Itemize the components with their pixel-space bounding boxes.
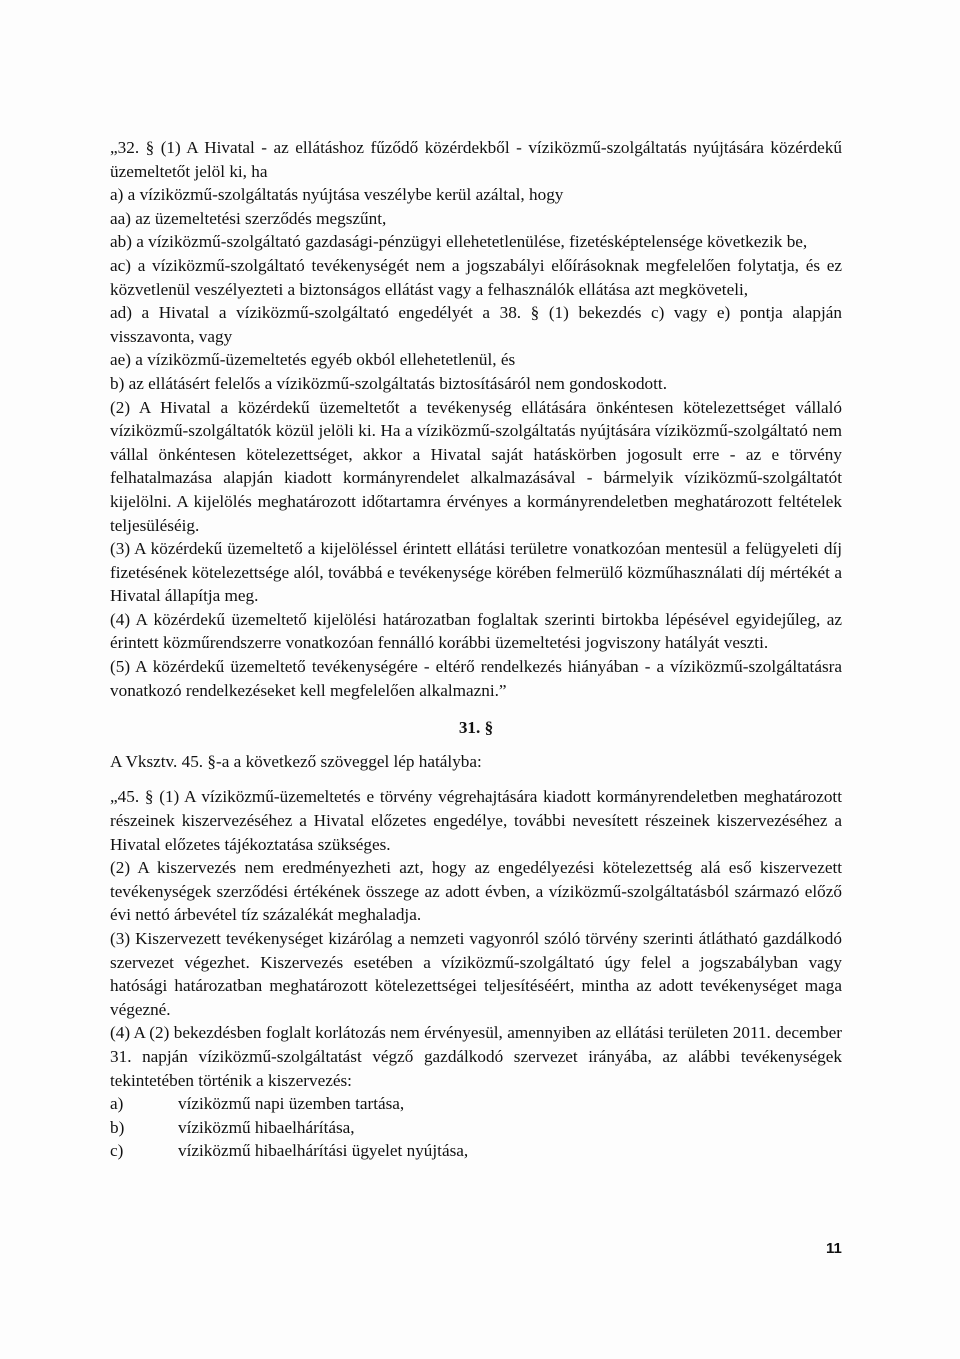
paragraph: (4) A (2) bekezdésben foglalt korlátozás nem érvényesül, amennyiben az ellátási területen 2011. december 31. napján víziközmű-szolgáltatást végző gazdálkodó szervezet irányába, az alábbi tevékenységek tekintetében történik a kiszervezés: bbox=[110, 1023, 842, 1090]
paragraph: (2) A kiszervezés nem eredményezheti azt, hogy az engedélyezési kötelezettség alá eső kiszervezett tevékenységek szerződési értékének összege az adott évben, a víziközmű-szolgáltatásból származó előző évi nettó árbevétel tíz százalékát meghaladja. bbox=[110, 858, 842, 925]
paragraph: ab) a víziközmű-szolgáltató gazdasági-pénzügyi ellehetetlenülése, fizetésképtelensége következik be, bbox=[110, 232, 808, 252]
list-marker: a) bbox=[110, 1094, 124, 1114]
list-text: víziközmű napi üzemben tartása, bbox=[178, 1094, 405, 1114]
paragraph: ad) a Hivatal a víziközmű-szolgáltató engedélyét a 38. § (1) bekezdés c) vagy e) pontja alapján visszavonta, vagy bbox=[110, 303, 842, 346]
list-marker: b) bbox=[110, 1117, 125, 1137]
spacer bbox=[110, 773, 842, 785]
list-item bbox=[110, 1139, 842, 1163]
paragraph: „45. § (1) A víziközmű-üzemeltetés e törvény végrehajtására kiadott kormányrendeletben meghatározott részeinek kiszervezéséhez a Hivatal előzetes engedélye, további nevesített részeinek kiszervezéséhez a Hivatal előzetes tájékoztatása szükséges. bbox=[110, 787, 842, 854]
list-text: víziközmű hibaelhárítási ügyelet nyújtása, bbox=[178, 1141, 469, 1161]
list-text: víziközmű hibaelhárítása, bbox=[178, 1117, 355, 1137]
section-heading: 31. § bbox=[458, 718, 494, 738]
paragraph: (4) A közérdekű üzemeltető kijelölési határozatban foglaltak szerinti birtokba lépésével egyidejűleg, az érintett közműrendszerre vonatkozóan fennálló korábbi üzemeltetési jogviszony hatályát veszti. bbox=[110, 609, 842, 653]
paragraph: a) a víziközmű-szolgáltatás nyújtása veszélybe kerül azáltal, hogy bbox=[110, 185, 564, 205]
paragraph: b) az ellátásért felelős a víziközmű-szolgáltatás biztosításáról nem gondoskodott. bbox=[110, 373, 667, 393]
paragraph: aa) az üzemeltetési szerződés megszűnt, bbox=[110, 208, 387, 228]
paragraph: ac) a víziközmű-szolgáltató tevékenységét nem a jogszabályi előírásoknak megfelelően folytatja, és ez közvetlenül veszélyezteti a biztonságos ellátást vagy a felhasználók ellátása azt megköveteli, bbox=[110, 255, 842, 299]
list-marker: c) bbox=[110, 1141, 124, 1161]
paragraph: ae) a víziközmű-üzemeltetés egyéb okból ellehetetlenül, és bbox=[110, 350, 516, 370]
list-item bbox=[110, 1116, 842, 1140]
page-number: 11 bbox=[826, 1240, 842, 1257]
list-item bbox=[110, 1092, 842, 1116]
paragraph: (2) A Hivatal a közérdekű üzemeltetőt a tevékenység ellátására önkéntesen kötelezettséget vállaló víziközmű-szolgáltatók közül jelöli ki. Ha a víziközmű-szolgáltatás nyújtására víziközmű-szolgáltató nem vállal önkéntesen kötelezettséget, akkor a Hivatal saját hatáskörben jogosult erre - az e törvény felhatalmazása alapján kiadott kormányrendelet alkalmazásával - bármelyik víziközmű-szolgáltatót kijelölni. A kijelölés meghatározott időtartamra érvényes a kormányrendeletben meghatározott feltételek teljesüléséig. bbox=[110, 397, 842, 535]
paragraph: (3) A közérdekű üzemeltető a kijelöléssel érintett ellátási területre vonatkozóan mentesül a felügyeleti díj fizetésének kötelezettsége alól, továbbá e tevékenysége körében felmerülő közműhasználati díj mértékét a Hivatal állapítja meg. bbox=[110, 539, 842, 606]
amendment-intro: A Vksztv. 45. §-a a következő szöveggel lép hatályba: bbox=[110, 751, 482, 771]
paragraph: „32. § (1) A Hivatal - az ellátáshoz fűződő közérdekből - víziközmű-szolgáltatás nyújtására közérdekű üzemeltetőt jelöl ki, ha bbox=[110, 138, 842, 181]
paragraph: (5) A közérdekű üzemeltető tevékenységére - eltérő rendelkezés hiányában - a víziközmű-szolgáltatásra vonatkozó rendelkezéseket kell megfelelően alkalmazni.” bbox=[110, 657, 842, 700]
paragraph: (3) Kiszervezett tevékenységet kizárólag a nemzeti vagyonról szóló törvény szerinti átlátható gazdálkodó szervezet végezhet. Kiszervezés esetében a víziközmű-szolgáltató úgy felel a jogszabályban vagy hatósági határozatban meghatározott kötelezettségei teljesítéséért, mintha az adott tevékenységet maga végezné. bbox=[110, 929, 842, 1019]
document-body bbox=[110, 136, 842, 1163]
